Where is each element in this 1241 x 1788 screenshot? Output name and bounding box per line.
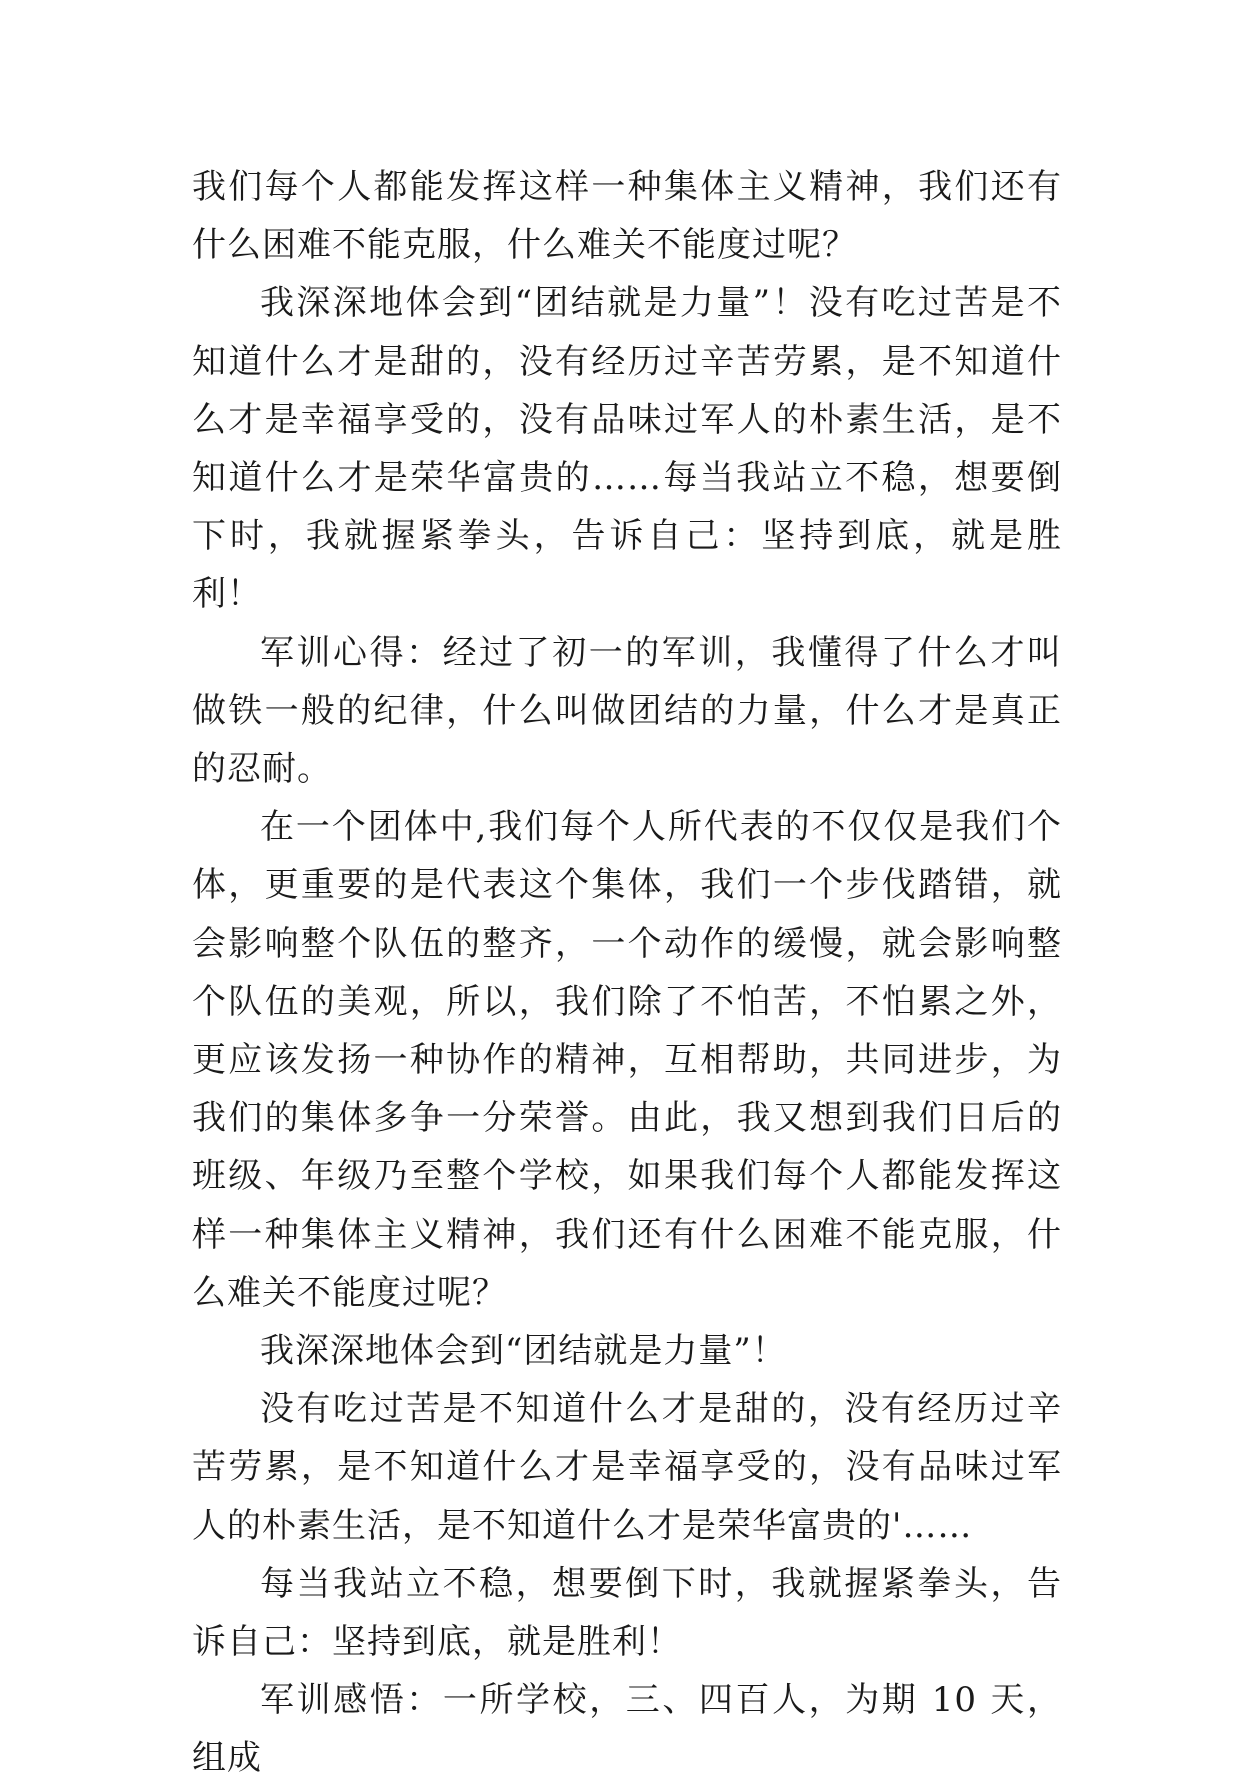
paragraph-2: 我深深地体会到“团结就是力量”！没有吃过苦是不知道什么才是甜的，没有经历过辛苦劳累，是不知道什么才是幸福享受的，没有品味过军人的朴素生活，是不知道什么才是荣华富贵的……每当我站立不稳，想要倒下时，我就握紧拳头，告诉自己：坚持到底，就是胜利！ xyxy=(192,283,1062,615)
paragraph-6: 没有吃过苦是不知道什么才是甜的，没有经历过辛苦劳累，是不知道什么才是幸福享受的，没有品味过军人的朴素生活，是不知道什么才是荣华富贵的'…… xyxy=(192,1389,1062,1546)
paragraph-1: 我们每个人都能发挥这样一种集体主义精神，我们还有什么困难不能克服，什么难关不能度过呢？ xyxy=(192,167,1062,266)
paragraph-7: 每当我站立不稳，想要倒下时，我就握紧拳头，告诉自己：坚持到底，就是胜利！ xyxy=(192,1563,1062,1663)
document-body xyxy=(192,158,1062,1788)
paragraph-4: 在一个团体中,我们每个人所代表的不仅仅是我们个体，更重要的是代表这个集体，我们一个步伐踏错，就会影响整个队伍的整齐，一个动作的缓慢，就会影响整个队伍的美观，所以，我们除了不怕苦，不怕累之外，更应该发扬一种协作的精神，互相帮助，共同进步，为我们的集体多争一分荣誉。由此，我又想到我们日后的班级、年级乃至整个学校，如果我们每个人都能发挥这样一种集体主义精神，我们还有什么困难不能克服，什么难关不能度过呢？ xyxy=(192,807,1062,1313)
paragraph-5: 我深深地体会到“团结就是力量”！ xyxy=(260,1331,787,1372)
paragraph-3: 军训心得：经过了初一的军训，我懂得了什么才叫做铁一般的纪律，什么叫做团结的力量，什么才是真正的忍耐。 xyxy=(192,632,1062,790)
paragraph-8: 军训感悟：一所学校，三、四百人，为期 10 天，组成 xyxy=(192,1680,1062,1779)
